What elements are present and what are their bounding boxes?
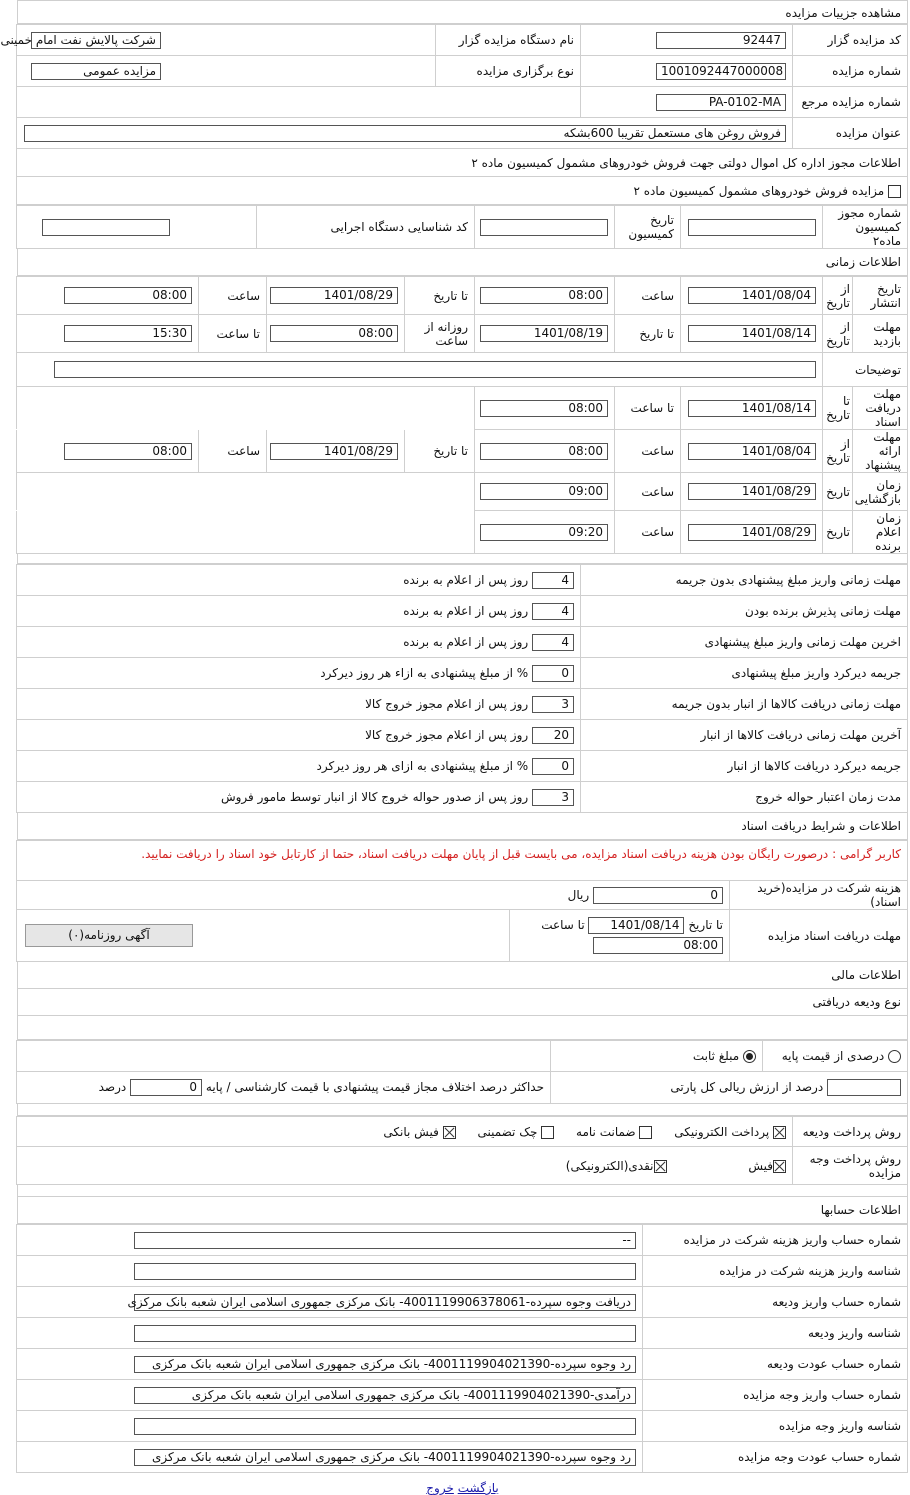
offer-from-time-field: 08:00 xyxy=(480,443,608,460)
percent-base-label: درصدی از قیمت پایه xyxy=(781,1049,885,1063)
deadline-row xyxy=(16,627,907,658)
deadline-value: 20 xyxy=(532,727,574,744)
visit-to-hour-label: تا ساعت xyxy=(199,315,267,353)
general-info-table xyxy=(0,24,908,205)
docs-table xyxy=(16,840,908,962)
publish-from-date-label: از تاریخ xyxy=(823,277,853,315)
account-value: رد وجوه سپرده-4001119904021390- بانک مرکزی جمهوری اسلامی ایران شعبه بانک مرکزی xyxy=(134,1356,636,1373)
deadline-suffix: روز پس از اعلام به برنده xyxy=(403,572,529,587)
deadline-suffix: روز پس از صدور حواله خروج کالا از انبار توسط مامور فروش xyxy=(220,789,529,804)
deadline-suffix: % از مبلغ پیشنهادی به ازای هر روز دیرکرد xyxy=(316,758,529,773)
deadline-value: 4 xyxy=(532,572,574,589)
winner-time-field: 09:20 xyxy=(480,524,608,541)
bank-receipt-label: فیش بانکی xyxy=(383,1124,439,1139)
docs-deadline-row-label: مهلت دریافت اسناد مزایده xyxy=(730,910,908,962)
deadline-value: 0 xyxy=(532,758,574,775)
deadline-suffix: روز پس از اعلام به برنده xyxy=(403,603,529,618)
offer-from-field: 1401/08/04 xyxy=(688,443,816,460)
visit-daily-label: روزانه از ساعت xyxy=(405,315,475,353)
offer-to-date-label: تا تاریخ xyxy=(405,430,475,473)
deadline-label: جریمه دیرکرد واریز مبلغ پیشنهادی xyxy=(581,658,908,689)
fixed-amount-radio[interactable] xyxy=(743,1050,756,1063)
back-link[interactable]: بازگشت xyxy=(457,1481,499,1495)
visit-daily-from-field: 08:00 xyxy=(270,325,398,342)
account-label: شماره حساب عودت ودیعه xyxy=(643,1349,908,1380)
deadline-label: آخرین مهلت زمانی دریافت کالاها از انبار xyxy=(581,720,908,751)
account-label: شناسه واریز وجه مزایده xyxy=(643,1411,908,1442)
deadline-row xyxy=(16,689,907,720)
visit-to-date-label: تا تاریخ xyxy=(615,315,681,353)
account-value: دریافت وجوه سپرده-4001119906378061- بانک مرکزی جمهوری اسلامی ایران شعبه بانک مرکزی xyxy=(134,1294,636,1311)
org-field: شرکت پالایش نفت امام خمینی xyxy=(31,32,161,49)
account-row xyxy=(17,1442,908,1473)
number-label: شماره مزایده xyxy=(793,56,908,87)
opening-hour-label: ساعت xyxy=(615,473,681,511)
deadline-suffix: روز پس از اعلام مجوز خروج کالا xyxy=(365,727,529,742)
bank-receipt-checkbox[interactable] xyxy=(443,1126,456,1139)
cheque-label: چک تضمینی xyxy=(477,1124,538,1139)
desc-field xyxy=(54,361,816,378)
ref-label: شماره مزایده مرجع xyxy=(793,87,908,118)
type-label: نوع برگزاری مزایده xyxy=(436,56,581,87)
guarantee-label: ضمانت نامه xyxy=(576,1124,636,1139)
account-row xyxy=(17,1287,908,1318)
permit-no-label: شماره مجوز کمیسیون ماده۲ xyxy=(823,206,908,249)
opening-time-field: 09:00 xyxy=(480,483,608,500)
docs-to-time-field: 08:00 xyxy=(480,400,608,417)
deadline-label: اخرین مهلت زمانی واریز مبلغ پیشنهادی xyxy=(581,627,908,658)
deadline-label: مدت زمان اعتبار حواله خروج xyxy=(581,782,908,813)
finance-section: اطلاعات مالی xyxy=(17,962,908,989)
max-diff-percent: درصد xyxy=(98,1080,127,1094)
deadline-row xyxy=(16,658,907,689)
newspaper-ad-button[interactable]: آگهی روزنامه(۰) xyxy=(25,924,193,947)
publish-to-hour-label: ساعت xyxy=(199,277,267,315)
deadline-value: 4 xyxy=(532,603,574,620)
deadline-table xyxy=(16,564,908,813)
accounts-section: اطلاعات حسابها xyxy=(17,1197,908,1224)
account-value: رد وجوه سپرده-4001119904021390- بانک مرکزی جمهوری اسلامی ایران شعبه بانک مرکزی xyxy=(134,1449,636,1466)
time-table xyxy=(16,276,908,554)
title-field: فروش روغن های مستعمل تقریبا 600بشکه xyxy=(24,125,786,142)
deadline-label: مهلت زمانی پذیرش برنده بودن xyxy=(581,596,908,627)
deadline-label: مهلت زمانی دریافت کالاها از انبار بدون جریمه xyxy=(581,689,908,720)
deadline-value: 0 xyxy=(532,665,574,682)
exec-id-field xyxy=(42,219,170,236)
account-label: شماره حساب واریز ودیعه xyxy=(643,1287,908,1318)
guarantee-checkbox[interactable] xyxy=(639,1126,652,1139)
deposit-type-section: نوع ودیعه دریافتی xyxy=(17,989,908,1016)
electronic-payment-checkbox[interactable] xyxy=(773,1126,786,1139)
deposit-table xyxy=(16,1040,908,1104)
docs-deadline-label: مهلت دریافت اسناد xyxy=(853,387,908,430)
publish-from-time-field: 08:00 xyxy=(480,287,608,304)
publish-from-field: 1401/08/04 xyxy=(688,287,816,304)
winner-label: زمان اعلام برنده xyxy=(853,511,908,554)
fee-label: هزینه شرکت در مزایده(خرید اسناد) xyxy=(730,881,908,910)
permit-table xyxy=(16,205,908,249)
permit-info: اطلاعات مجوز اداره کل اموال دولتی جهت فروش خودروهای مشمول کمیسیون ماده ۲ xyxy=(17,149,908,177)
deadline-label: جریمه دیرکرد دریافت کالاها از انبار xyxy=(581,751,908,782)
visit-from-date-label: از تاریخ xyxy=(823,315,853,353)
deadline-row xyxy=(16,720,907,751)
number-field: 1001092447000008 xyxy=(656,63,786,80)
docs-deadline-date-field: 1401/08/14 xyxy=(588,917,684,934)
winner-date-label: تاریخ xyxy=(823,511,853,554)
exit-link[interactable]: خروج xyxy=(426,1481,454,1495)
account-value xyxy=(134,1325,636,1342)
fee-field: 0 xyxy=(593,887,723,904)
winner-hour-label: ساعت xyxy=(615,511,681,554)
deadline-row xyxy=(16,751,907,782)
deadline-suffix: % از مبلغ پیشنهادی به ازاء هر روز دیرکرد xyxy=(320,665,529,680)
publish-to-field: 1401/08/29 xyxy=(270,287,398,304)
opening-date-label: تاریخ xyxy=(823,473,853,511)
opening-label: زمان بازگشایی xyxy=(853,473,908,511)
publish-to-time-field: 08:00 xyxy=(64,287,192,304)
max-diff-label: حداکثر درصد اختلاف مجاز قیمت پیشنهادی با قیمت کارشناسی / پایه xyxy=(205,1080,544,1094)
fee-unit: ریال xyxy=(567,887,590,902)
docs-deadline-to-date-label: تا تاریخ xyxy=(688,918,723,932)
account-label: شناسه واریز هزینه شرکت در مزایده xyxy=(643,1256,908,1287)
receipt-label: فیش xyxy=(748,1158,773,1173)
deadline-row xyxy=(16,782,907,813)
account-row xyxy=(17,1318,908,1349)
publish-label: تاریخ انتشار xyxy=(853,277,908,315)
offer-to-time-field: 08:00 xyxy=(64,443,192,460)
docs-deadline-to-hour-label: تا ساعت xyxy=(541,918,585,932)
deposit-method-label: روش پرداخت ودیعه xyxy=(793,1117,908,1147)
cash-electronic-checkbox[interactable] xyxy=(654,1160,667,1173)
percent-base-radio[interactable] xyxy=(888,1050,901,1063)
electronic-payment-label: پرداخت الکترونیکی xyxy=(674,1124,770,1139)
offer-to-hour-label: ساعت xyxy=(199,430,267,473)
deadline-suffix: روز پس از اعلام به برنده xyxy=(403,634,529,649)
docs-deadline-time-field: 08:00 xyxy=(593,937,723,954)
docs-to-field: 1401/08/14 xyxy=(688,400,816,417)
cheque-checkbox[interactable] xyxy=(541,1126,554,1139)
commission-check-label: مزایده فروش خودروهای مشمول کمیسیون ماده ۲ xyxy=(633,183,885,198)
deadline-row xyxy=(16,596,907,627)
org-label: نام دستگاه مزایده گزار xyxy=(436,25,581,56)
deadline-row xyxy=(16,565,907,596)
commission-checkbox[interactable] xyxy=(888,185,901,198)
exec-id-label: کد شناسایی دستگاه اجرایی xyxy=(257,206,475,249)
deadline-value: 3 xyxy=(532,789,574,806)
account-label: شماره حساب عودت وجه مزایده xyxy=(643,1442,908,1473)
docs-notice: کاربر گرامی : درصورت رایگان بودن هزینه دریافت اسناد مزایده، می بایست قبل از پایان مهلت دریافت اسناد، حتما از کارتابل خود اسناد را دریافت نمایید. xyxy=(16,841,907,881)
publish-to-date-label: تا تاریخ xyxy=(405,277,475,315)
account-value: درآمدی-4001119904021390- بانک مرکزی جمهوری اسلامی ایران شعبه بانک مرکزی xyxy=(134,1387,636,1404)
max-diff-field: 0 xyxy=(130,1079,202,1096)
cash-electronic-label: نقدی(الکترونیکی) xyxy=(565,1158,654,1173)
offer-hour-label: ساعت xyxy=(615,430,681,473)
account-label: شناسه واریز ودیعه xyxy=(643,1318,908,1349)
opening-date-field: 1401/08/29 xyxy=(688,483,816,500)
receipt-checkbox[interactable] xyxy=(773,1160,786,1173)
deadline-suffix: روز پس از اعلام مجوز خروج کالا xyxy=(365,696,529,711)
type-field: مزایده عمومی xyxy=(31,63,161,80)
page-title: مشاهده جزییات مزایده xyxy=(17,0,908,24)
commission-date-field xyxy=(480,219,608,236)
account-row xyxy=(17,1380,908,1411)
deadline-label: مهلت زمانی واریز مبلغ پیشنهادی بدون جریمه xyxy=(581,565,908,596)
deadline-value: 4 xyxy=(532,634,574,651)
docs-to-date-label: تا تاریخ xyxy=(823,387,853,430)
desc-label: توضیحات xyxy=(823,353,908,387)
publish-hour-label: ساعت xyxy=(615,277,681,315)
payment-method-label: روش پرداخت وجه مزایده xyxy=(793,1147,908,1185)
visit-label: مهلت بازدید xyxy=(853,315,908,353)
account-row xyxy=(17,1256,908,1287)
account-value xyxy=(134,1263,636,1280)
accounts-table xyxy=(16,1224,908,1473)
visit-to-field: 1401/08/19 xyxy=(480,325,608,342)
account-row xyxy=(17,1411,908,1442)
account-label: شماره حساب واریز هزینه شرکت در مزایده xyxy=(643,1225,908,1256)
deadline-value: 3 xyxy=(532,696,574,713)
title-label: عنوان مزایده xyxy=(793,118,908,149)
ref-field: PA-0102-MA xyxy=(656,94,786,111)
account-value: -- xyxy=(134,1232,636,1249)
account-label: شماره حساب واریز وجه مزایده xyxy=(643,1380,908,1411)
account-row xyxy=(17,1349,908,1380)
account-row xyxy=(17,1225,908,1256)
offer-to-field: 1401/08/29 xyxy=(270,443,398,460)
percent-rial-label: درصد از ارزش ریالی کل پارتی xyxy=(670,1080,824,1094)
permit-no-field xyxy=(688,219,816,236)
time-section: اطلاعات زمانی xyxy=(17,249,908,276)
payment-table xyxy=(16,1116,908,1185)
visit-daily-to-field: 15:30 xyxy=(64,325,192,342)
commission-date-label: تاریخ کمیسیون xyxy=(615,206,681,249)
footer xyxy=(17,1481,908,1495)
winner-date-field: 1401/08/29 xyxy=(688,524,816,541)
code-label: کد مزایده گزار xyxy=(793,25,908,56)
percent-rial-field xyxy=(827,1079,901,1096)
docs-to-hour-label: تا ساعت xyxy=(615,387,681,430)
visit-from-field: 1401/08/14 xyxy=(688,325,816,342)
fixed-amount-label: مبلغ ثابت xyxy=(692,1049,740,1063)
offer-from-date-label: از تاریخ xyxy=(823,430,853,473)
offer-label: مهلت ارائه پیشنهاد xyxy=(853,430,908,473)
account-value xyxy=(134,1418,636,1435)
code-field: 92447 xyxy=(656,32,786,49)
docs-section: اطلاعات و شرایط دریافت اسناد xyxy=(17,813,908,840)
